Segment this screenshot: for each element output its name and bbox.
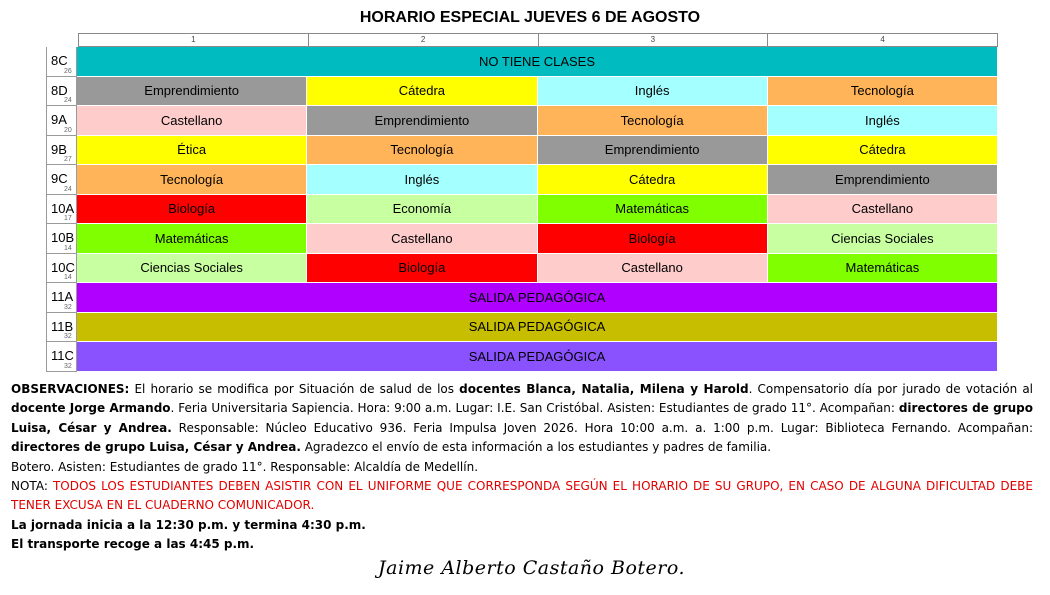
schedule-cell: Castellano bbox=[77, 106, 307, 136]
group-student-count: 27 bbox=[64, 156, 72, 163]
group-student-count: 14 bbox=[64, 274, 72, 281]
group-student-count: 32 bbox=[64, 362, 72, 370]
column-header-3: 3 bbox=[538, 33, 768, 47]
schedule-cell: Ética bbox=[77, 136, 307, 166]
schedule-cell: SALIDA PEDAGÓGICA bbox=[77, 313, 998, 343]
schedule-row-11b bbox=[46, 313, 998, 343]
schedule-cell: Cátedra bbox=[538, 165, 768, 195]
group-student-count: 24 bbox=[64, 97, 72, 104]
schedule-cell: Ciencias Sociales bbox=[768, 224, 998, 254]
schedule-row-11c bbox=[46, 342, 998, 372]
schedule-cell: Tecnología bbox=[538, 106, 768, 136]
schedule-cell: SALIDA PEDAGÓGICA bbox=[77, 283, 998, 313]
observations-block bbox=[11, 380, 1033, 555]
group-code: 9A bbox=[51, 112, 67, 127]
schedule-row-10c bbox=[46, 254, 998, 284]
group-student-count: 26 bbox=[64, 67, 72, 75]
schedule-cell: Matemáticas bbox=[538, 195, 768, 225]
observations-label: OBSERVACIONES: bbox=[11, 382, 130, 396]
group-label bbox=[46, 254, 77, 284]
group-label bbox=[46, 195, 77, 225]
group-code: 11B bbox=[51, 318, 74, 334]
schedule-rows bbox=[46, 47, 998, 372]
schedule-cell: Ciencias Sociales bbox=[77, 254, 307, 284]
group-label bbox=[46, 77, 77, 107]
nota-label: NOTA: bbox=[11, 479, 53, 494]
obs-text-1: El horario se modifica por Situación de salud de los bbox=[129, 382, 460, 396]
group-code: 8C bbox=[51, 53, 68, 68]
nota-paragraph bbox=[11, 477, 1033, 516]
page-title: HORARIO ESPECIAL JUEVES 6 DE AGOSTO bbox=[359, 9, 701, 26]
group-code: 9C bbox=[51, 171, 68, 186]
schedule-row-9b bbox=[46, 136, 998, 166]
group-student-count: 32 bbox=[64, 333, 72, 340]
schedule-cell: Cátedra bbox=[768, 136, 998, 166]
jornada-line bbox=[11, 516, 1033, 535]
group-code: 11A bbox=[51, 289, 74, 304]
signature: Jaime Alberto Castaño Botero. bbox=[378, 557, 686, 579]
schedule-cell: Castellano bbox=[307, 224, 537, 254]
schedule-cell: Matemáticas bbox=[768, 254, 998, 284]
group-label bbox=[46, 283, 77, 313]
schedule-table bbox=[46, 33, 998, 372]
schedule-row-8c bbox=[46, 47, 998, 77]
obs-bold-3: directores de grupo Luisa, César y Andrea. bbox=[11, 401, 1033, 435]
schedule-cell: Biología bbox=[307, 254, 537, 284]
transporte-text: El transporte recoge a las 4:45 p.m. bbox=[11, 537, 255, 552]
column-header-row bbox=[46, 33, 998, 47]
group-student-count: 20 bbox=[64, 126, 72, 134]
schedule-cell: Economía bbox=[307, 195, 537, 225]
group-student-count: 32 bbox=[64, 303, 72, 311]
group-student-count: 24 bbox=[64, 185, 72, 193]
obs-text-3: . Feria Universitaria Sapiencia. Hora: 9:00 a.m. Lugar: I.E. San Cristóbal. Asisten: Estudiantes de grado 11°. Acompañan: bbox=[170, 401, 899, 416]
group-label bbox=[46, 313, 77, 343]
obs-text-5: Agradezco el envío de esta información a los estudiantes y padres de familia. bbox=[300, 440, 772, 455]
transporte-line bbox=[11, 535, 1033, 554]
schedule-cell: Tecnología bbox=[307, 136, 537, 166]
obs-text-2: . Compensatorio día por jurado de votación al bbox=[748, 382, 1034, 396]
column-header-2: 2 bbox=[308, 33, 538, 47]
observations-paragraph bbox=[11, 380, 1033, 458]
schedule-cell: Tecnología bbox=[77, 165, 307, 195]
schedule-row-9c bbox=[46, 165, 998, 195]
schedule-cell: Castellano bbox=[538, 254, 768, 284]
group-label bbox=[46, 165, 77, 195]
schedule-row-9a bbox=[46, 106, 998, 136]
schedule-row-10a bbox=[46, 195, 998, 225]
schedule-row-10b bbox=[46, 224, 998, 254]
group-student-count: 14 bbox=[64, 244, 72, 252]
observations-line-2: Botero. Asisten: Estudiantes de grado 11°. Responsable: Alcaldía de Medellín. bbox=[11, 459, 479, 474]
schedule-cell: Emprendimiento bbox=[307, 106, 537, 136]
group-code: 11C bbox=[51, 348, 74, 363]
schedule-cell: NO TIENE CLASES bbox=[77, 47, 998, 77]
schedule-cell: Biología bbox=[77, 195, 307, 225]
group-code: 9B bbox=[51, 141, 67, 157]
jornada-text: La jornada inicia a la 12:30 p.m. y termina 4:30 p.m. bbox=[11, 517, 366, 532]
schedule-cell: Tecnología bbox=[768, 77, 998, 107]
header-corner bbox=[46, 33, 78, 47]
schedule-cell: Emprendimiento bbox=[768, 165, 998, 195]
group-code: 10C bbox=[51, 259, 75, 275]
obs-bold-4: directores de grupo Luisa, César y Andrea. bbox=[11, 440, 301, 455]
column-header-4: 4 bbox=[767, 33, 998, 47]
obs-text-4: Responsable: Núcleo Educativo 936. Feria Impulsa Joven 2026. Hora 10:00 a.m. a. 1:00 p.m. Lugar: Biblioteca Fernando. Acompañan: bbox=[171, 420, 1033, 435]
schedule-cell: Emprendimiento bbox=[77, 77, 307, 107]
group-label bbox=[46, 106, 77, 136]
schedule-row-8d bbox=[46, 77, 998, 107]
schedule-cell: Inglés bbox=[307, 165, 537, 195]
schedule-cell: Inglés bbox=[538, 77, 768, 107]
group-code: 8D bbox=[51, 82, 68, 98]
schedule-cell: Inglés bbox=[768, 106, 998, 136]
group-label bbox=[46, 136, 77, 166]
column-header-1: 1 bbox=[78, 33, 308, 47]
schedule-row-11a bbox=[46, 283, 998, 313]
schedule-cell: SALIDA PEDAGÓGICA bbox=[77, 342, 998, 372]
schedule-cell: Emprendimiento bbox=[538, 136, 768, 166]
obs-bold-2: docente Jorge Armando bbox=[11, 401, 171, 416]
group-label bbox=[46, 47, 77, 77]
group-student-count: 17 bbox=[64, 215, 72, 222]
schedule-cell: Biología bbox=[538, 224, 768, 254]
obs-bold-1: docentes Blanca, Natalia, Milena y Harold bbox=[459, 382, 749, 396]
group-label bbox=[46, 342, 77, 372]
schedule-cell: Cátedra bbox=[307, 77, 537, 107]
group-code: 10B bbox=[51, 230, 75, 245]
group-code: 10A bbox=[51, 200, 75, 216]
schedule-cell: Castellano bbox=[768, 195, 998, 225]
nota-text: TODOS LOS ESTUDIANTES DEBEN ASISTIR CON EL UNIFORME QUE CORRESPONDA SEGÚN EL HORARIO DE SU GRUPO, EN CASO DE ALGUNA DIFICULTAD DEBE TENER EXCUSA EN EL CUADERNO COMUNICADOR. bbox=[11, 479, 1033, 513]
schedule-cell: Matemáticas bbox=[77, 224, 307, 254]
group-label bbox=[46, 224, 77, 254]
